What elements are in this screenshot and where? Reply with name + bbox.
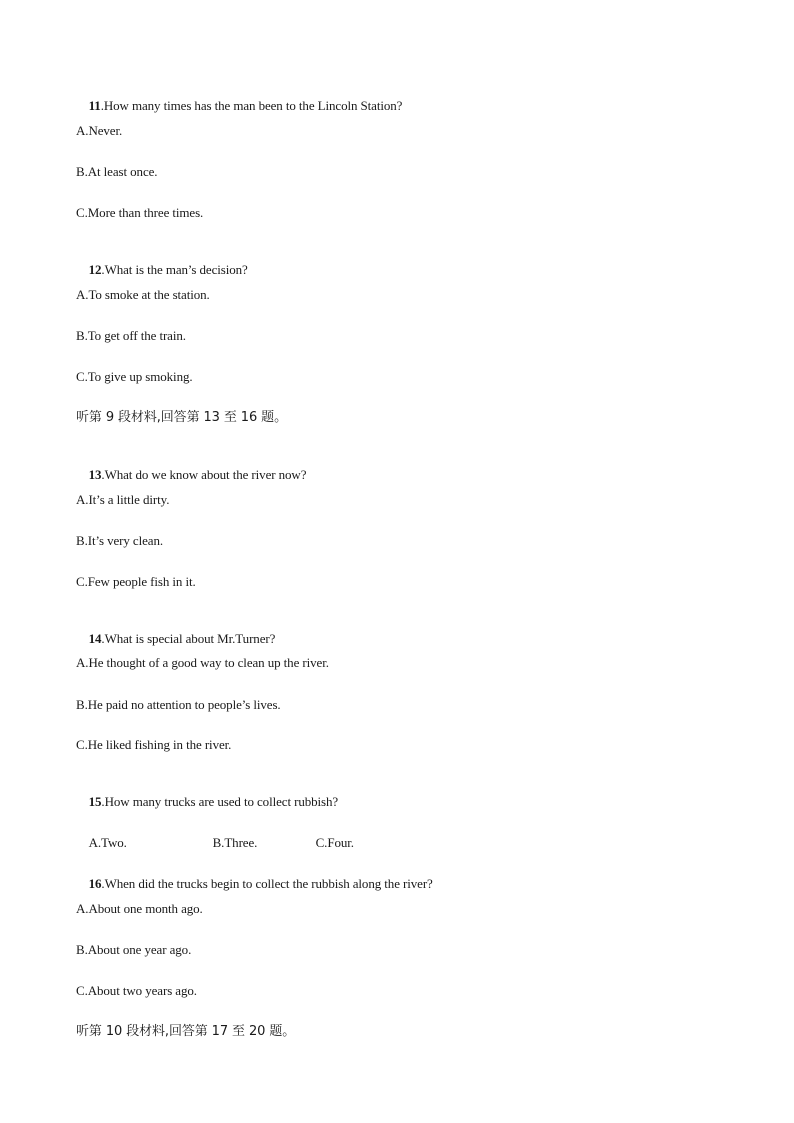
question-text: .How many trucks are used to collect rubbish? <box>101 794 339 809</box>
question-number: 12 <box>88 262 102 277</box>
question-text: .What is special about Mr.Turner? <box>101 631 276 646</box>
option-13-c: C.Few people fish in it. <box>76 574 196 589</box>
option-13-b: B.It’s very clean. <box>76 533 164 548</box>
question-text: .How many times has the man been to the Lincoln Station? <box>100 98 403 113</box>
question-11 <box>76 82 402 130</box>
question-text: .What do we know about the river now? <box>101 467 307 482</box>
option-11-b: B.At least once. <box>76 164 158 179</box>
option-12-c: C.To give up smoking. <box>76 369 193 384</box>
option-16-c: C.About two years ago. <box>76 983 197 998</box>
option-14-c: C.He liked fishing in the river. <box>76 737 232 752</box>
question-text: .What is the man’s decision? <box>101 262 248 277</box>
option-15-a: A.Two. <box>88 835 127 850</box>
section-9-instruction: 听第 9 段材料,回答第 13 至 16 题。 <box>76 410 287 425</box>
question-number: 14 <box>88 631 102 646</box>
question-number: 11 <box>88 98 101 113</box>
question-number: 16 <box>88 876 102 891</box>
option-12-b: B.To get off the train. <box>76 328 186 343</box>
option-16-a: A.About one month ago. <box>76 901 203 916</box>
option-14-b: B.He paid no attention to people’s lives. <box>76 697 281 712</box>
question-number: 15 <box>88 794 102 809</box>
question-text: .When did the trucks begin to collect the rubbish along the river? <box>101 876 433 891</box>
option-11-c: C.More than three times. <box>76 205 204 220</box>
option-12-a: A.To smoke at the station. <box>76 287 210 302</box>
question-number: 13 <box>88 467 102 482</box>
option-14-a: A.He thought of a good way to clean up the river. <box>76 655 329 670</box>
option-15-c: C.Four. <box>315 835 354 850</box>
option-16-b: B.About one year ago. <box>76 942 192 957</box>
section-10-instruction: 听第 10 段材料,回答第 17 至 20 题。 <box>76 1024 296 1039</box>
option-13-a: A.It’s a little dirty. <box>76 492 170 507</box>
option-15-b: B.Three. <box>212 835 258 850</box>
option-11-a: A.Never. <box>76 123 123 138</box>
